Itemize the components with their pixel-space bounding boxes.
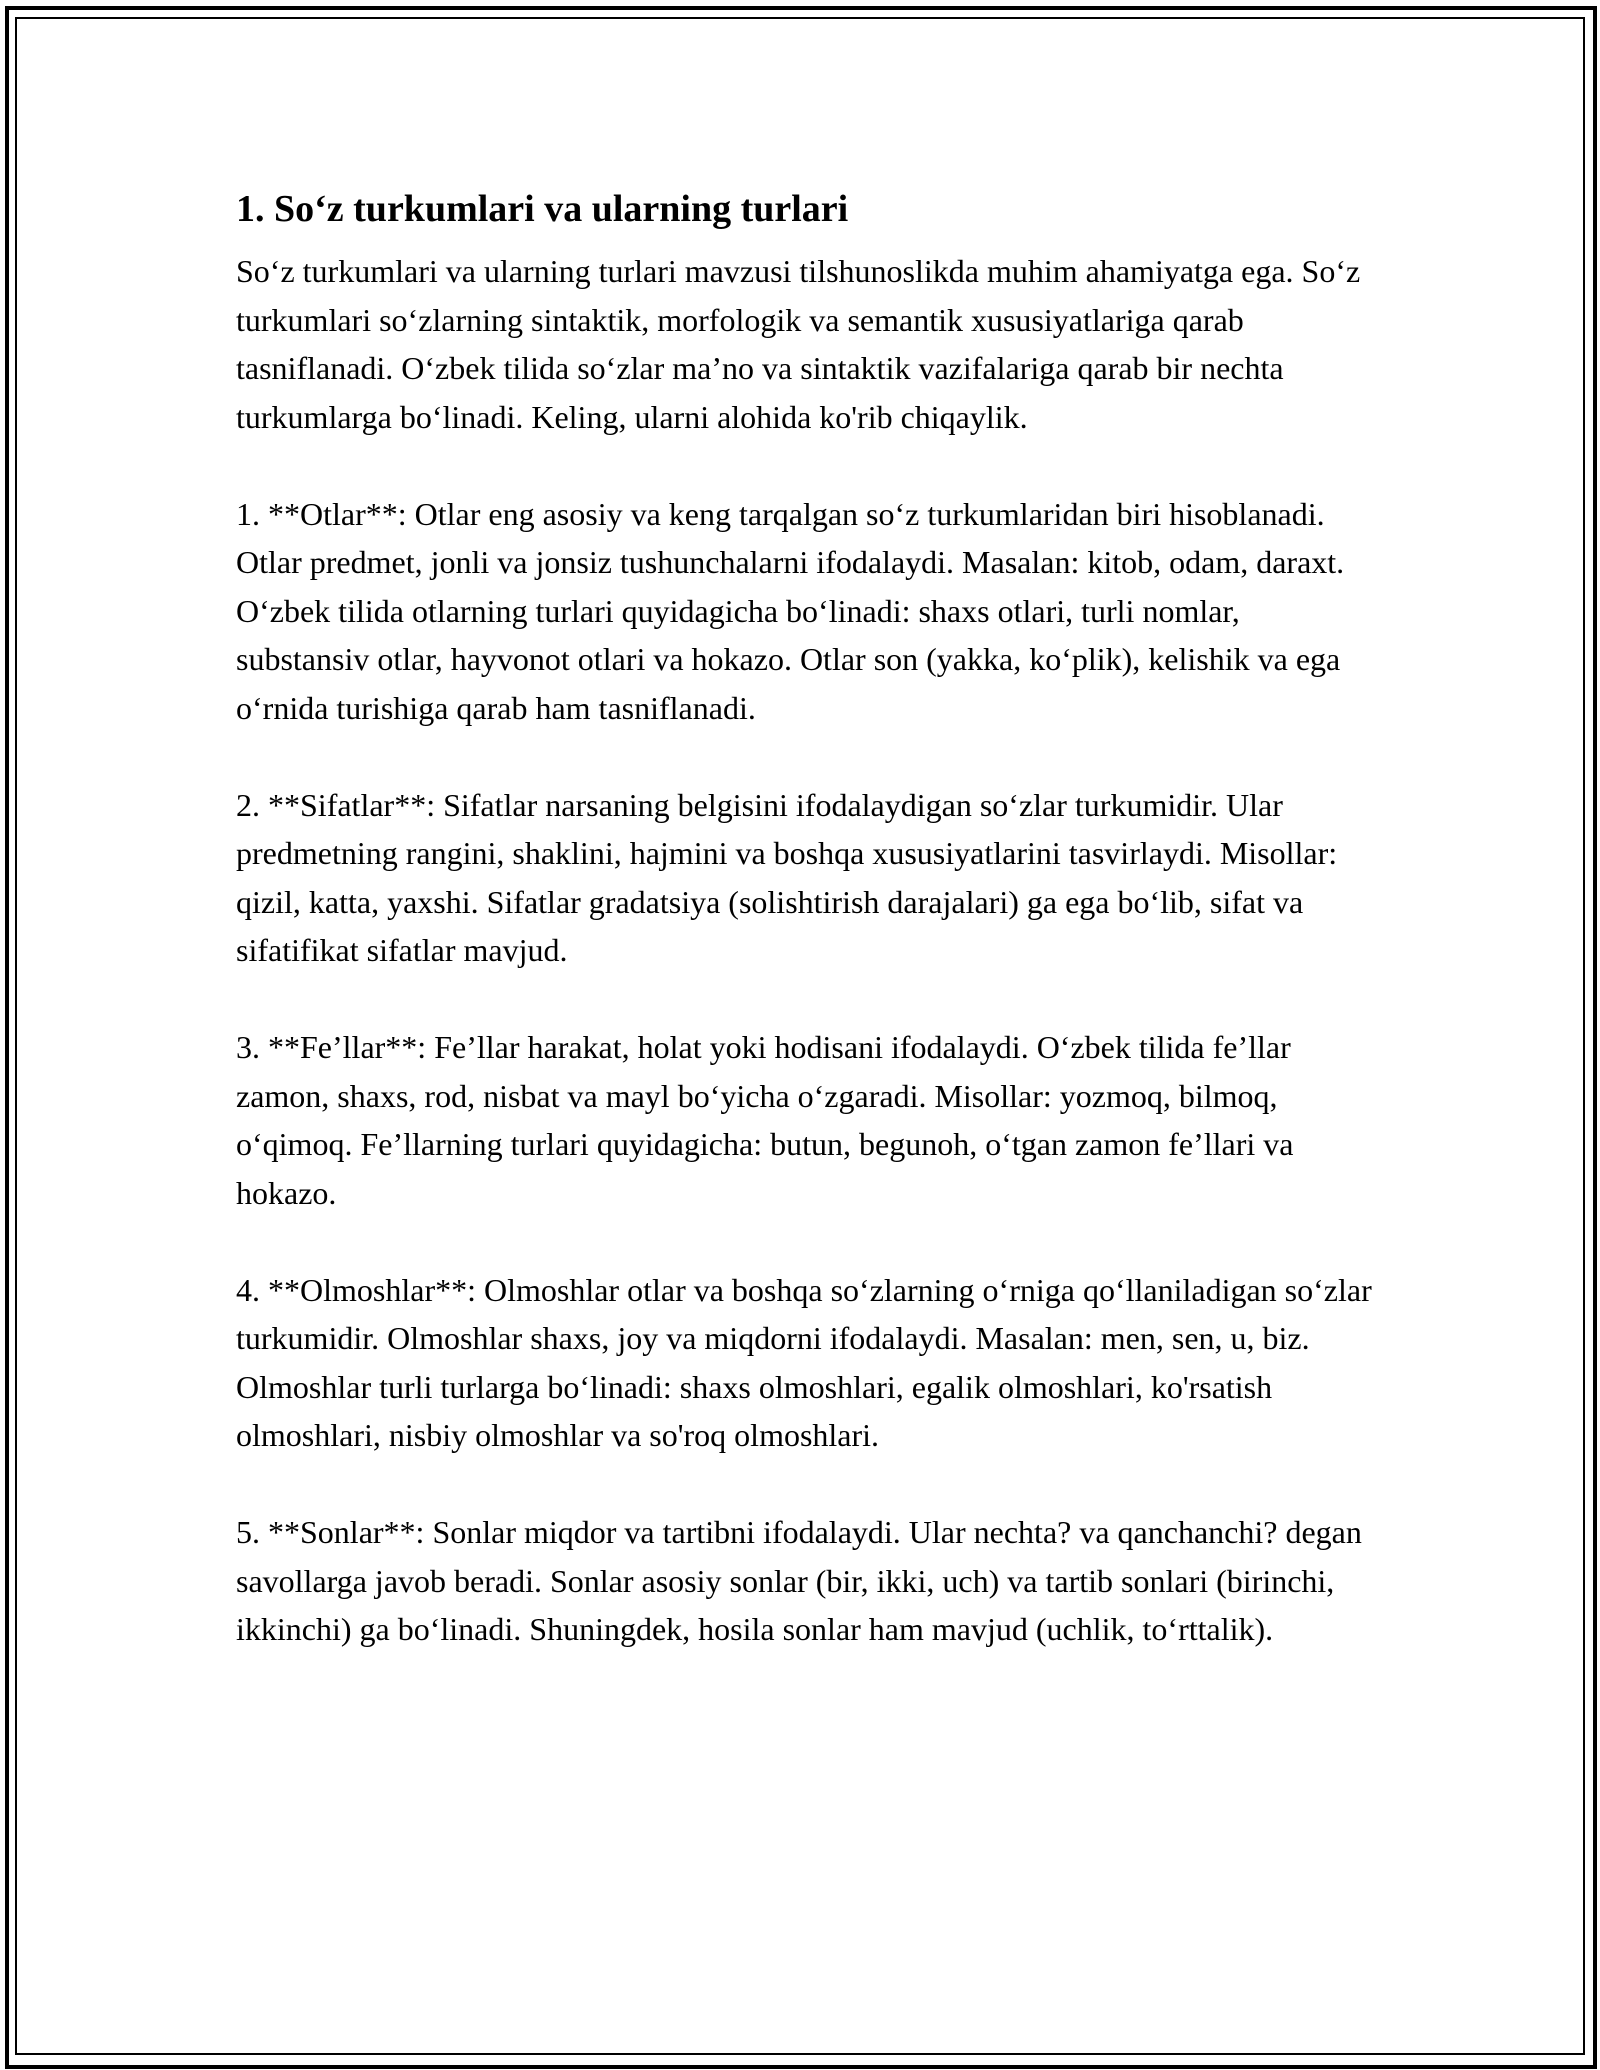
document-body: [236, 185, 1376, 1702]
paragraph-sifatlar: 2. **Sifatlar**: Sifatlar narsaning belgisini ifodalaydigan so‘zlar turkumidir. Ular predmetning rangini, shaklini, hajmini va boshqa xususiyatlarini tasvirlaydi. Misollar: qizil, katta, yaxshi. Sifatlar gradatsiya (solishtirish darajalari) ga ega bo‘lib, sifat va sifatifikat sifatlar mavjud.: [236, 786, 1338, 968]
paragraph-sonlar: 5. **Sonlar**: Sonlar miqdor va tartibni ifodalaydi. Ular nechta? va qanchanchi? degan savollarga javob beradi. Sonlar asosiy sonlar (bir, ikki, uch) va tartib sonlari (birinchi, ikkinchi) ga bo‘linadi. Shuningdek, hosila sonlar ham mavjud (uchlik, to‘rttalik).: [236, 1514, 1362, 1647]
paragraph-fellar: 3. **Fe’llar**: Fe’llar harakat, holat yoki hodisani ifodalaydi. O‘zbek tilida fe’llar zamon, shaxs, rod, nisbat va mayl bo‘yicha o‘zgaradi. Misollar: yozmoq, bilmoq, o‘qimoq. Fe’llarning turlari quyidagicha: butun, begunoh, o‘tgan zamon fe’llari va hokazo.: [236, 1029, 1294, 1211]
paragraph-otlar: 1. **Otlar**: Otlar eng asosiy va keng tarqalgan so‘z turkumlaridan biri hisoblanadi. Otlar predmet, jonli va jonsiz tushunchalarni ifodalaydi. Masalan: kitob, odam, daraxt. O‘zbek tilida otlarning turlari quyidagicha bo‘linadi: shaxs otlari, turli nomlar, substansiv otlar, hayvonot otlari va hokazo. Otlar son (yakka, ko‘plik), kelishik va ega o‘rnida turishiga qarab ham tasniflanadi.: [236, 495, 1345, 726]
document-title: 1. So‘z turkumlari va ularning turlari: [236, 188, 849, 230]
intro-paragraph: So‘z turkumlari va ularning turlari mavzusi tilshunoslikda muhim ahamiyatga ega. So‘z turkumlari so‘zlarning sintaktik, morfologik va semantik xususiyatlariga qarab tasniflanadi. O‘zbek tilida so‘zlar ma’no va sintaktik vazifalariga qarab bir nechta turkumlarga bo‘linadi. Keling, ularni alohida ko'rib chiqaylik.: [236, 253, 1361, 435]
paragraph-olmoshlar: 4. **Olmoshlar**: Olmoshlar otlar va boshqa so‘zlarning o‘rniga qo‘llaniladigan so‘zlar turkumidir. Olmoshlar shaxs, joy va miqdorni ifodalaydi. Masalan: men, sen, u, biz. Olmoshlar turli turlarga bo‘linadi: shaxs olmoshlari, egalik olmoshlari, ko'rsatish olmoshlari, nisbiy olmoshlar va so'roq olmoshlari.: [236, 1271, 1372, 1453]
